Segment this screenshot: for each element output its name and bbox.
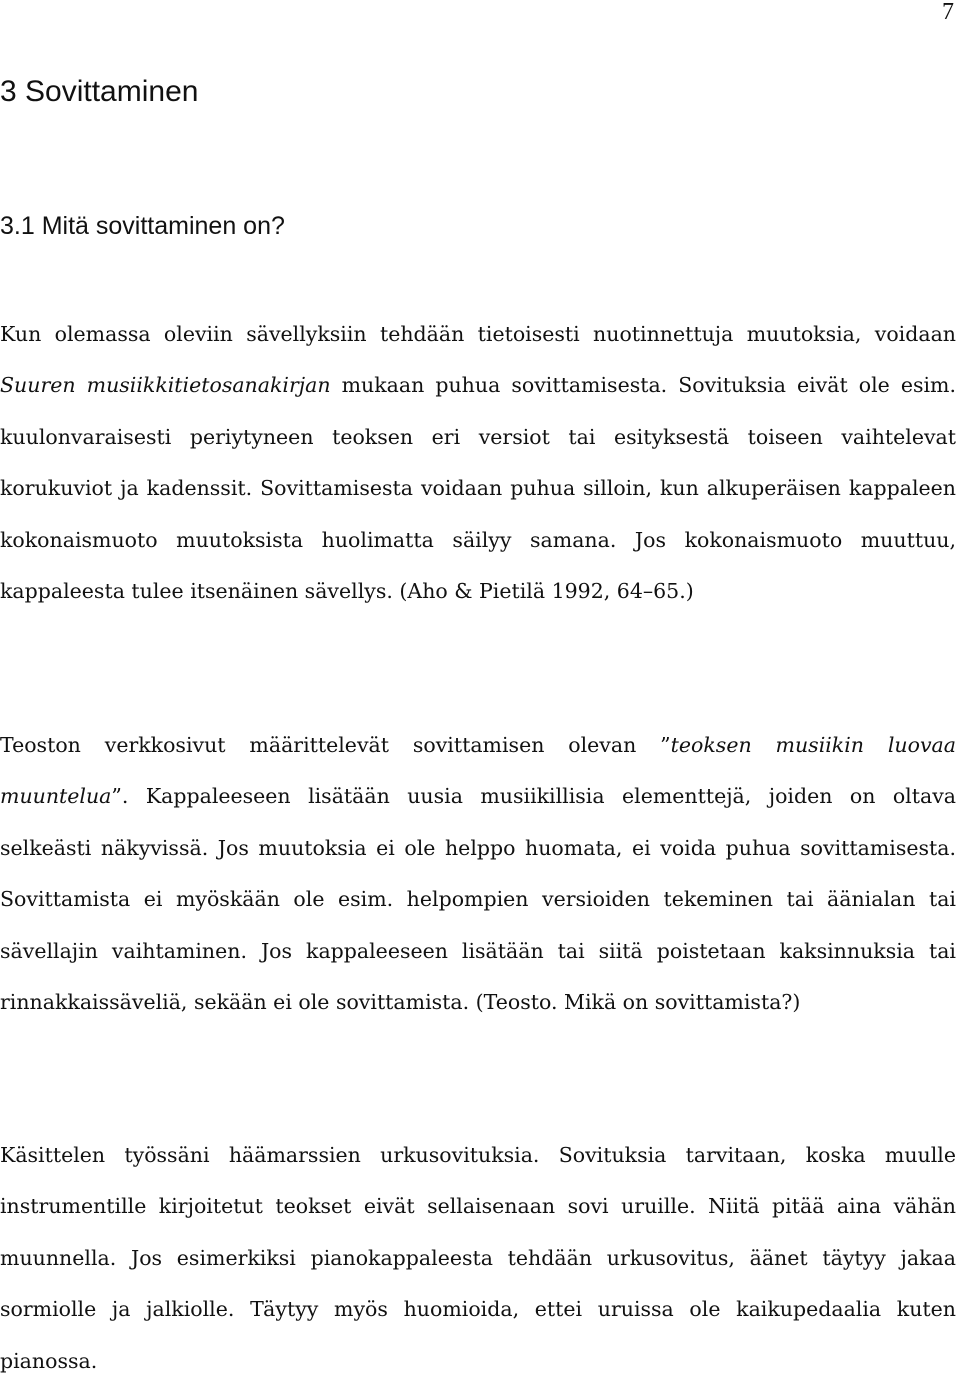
paragraph-text: mukaan puhua sovittamisesta. Sovituksia eivät ole esim. kuulonvaraisesti periytyneen teoksen eri versiot tai esityksestä toiseen vaihtelevat korukuviot ja kadenssit. Sovittamisesta voidaan puhua silloin, kun alkuperäisen kappaleen kokonaismuoto muutoksista huolimatta säilyy samana. Jos kokonaismuoto muuttuu, kappaleesta tulee itsenäinen sävellys. (Aho & Pietilä 1992, 64–65.)	[0, 373, 956, 604]
paragraph-organ-arrangements: Käsittelen työssäni häämarssien urkusovituksia. Sovituksia tarvitaan, koska muulle instrumentille kirjoitetut teokset eivät sellaisenaan sovi uruille. Niitä pitää aina vähän muunnella. Jos esimerkiksi pianokappaleesta tehdään urkusovitus, äänet täytyy jakaa sormiolle ja jalkiolle. Täytyy myös huomioida, ettei uruissa ole kaikupedaalia kuten pianossa.	[0, 1143, 956, 1373]
paragraph-definition	[0, 309, 956, 617]
paragraph-text: Teoston verkkosivut määrittelevät sovittamisen olevan ”	[0, 733, 671, 757]
page-number: 7	[942, 0, 954, 25]
book-title: Suuren musiikkitietosanakirjan	[0, 373, 331, 398]
paragraph-teosto	[0, 720, 956, 1028]
paragraph-text: Kun olemassa oleviin sävellyksiin tehdään tietoisesti nuotinnettuja muutoksia, voidaan	[0, 322, 956, 346]
section-heading: 3.1 Mitä sovittaminen on?	[0, 212, 285, 240]
quoted-definition: teoksen musiikin luovaa muuntelua	[0, 733, 956, 809]
chapter-heading: 3 Sovittaminen	[0, 75, 199, 108]
paragraph-text: ”. Kappaleeseen lisätään uusia musiikillisia elementtejä, joiden on oltava selkeästi näkyvissä. Jos muutoksia ei ole helppo huomata, ei voida puhua sovittamisesta. Sovittamista ei myöskään ole esim. helpompien versioiden tekeminen tai äänialan tai sävellajin vaihtaminen. Jos kappaleeseen lisätään tai siitä poistetaan kaksinnuksia tai rinnakkaissäveliä, sekään ei ole sovittamista. (Teosto. Mikä on sovittamista?)	[0, 784, 956, 1015]
